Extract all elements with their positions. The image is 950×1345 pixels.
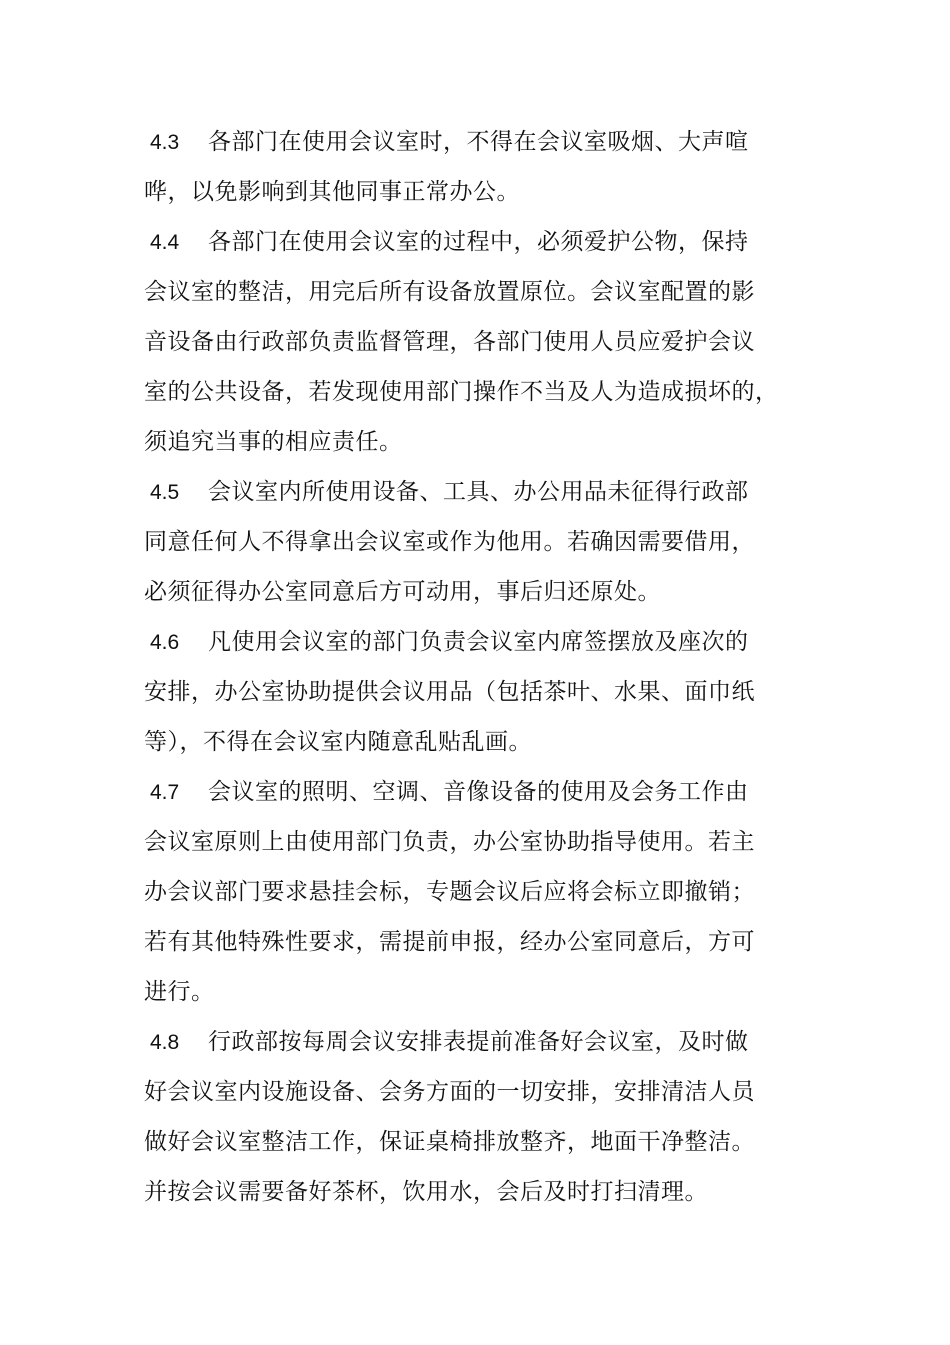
clause-text: 会议室内所使用设备、工具、办公用品未征得行政部 <box>208 479 749 505</box>
clause-text: 哗，以免影响到其他同事正常办公。 <box>144 179 520 205</box>
clause-text: 必须征得办公室同意后方可动用，事后归还原处。 <box>144 579 661 605</box>
clause-number: 4.4 <box>150 231 180 254</box>
clause-first-line <box>144 617 754 667</box>
clause-number: 4.3 <box>150 131 180 154</box>
clause-number: 4.6 <box>150 631 180 654</box>
clause-text: 各部门在使用会议室的过程中，必须爱护公物，保持 <box>208 229 749 255</box>
clause-text: 办会议部门要求悬挂会标，专题会议后应将会标立即撤销； <box>144 879 755 905</box>
clause-text: 好会议室内设施设备、会务方面的一切安排，安排清洁人员 <box>144 1079 755 1105</box>
clause-text: 室的公共设备，若发现使用部门操作不当及人为造成损坏的， <box>144 379 779 405</box>
clause-text: 音设备由行政部负责监督管理，各部门使用人员应爱护会议 <box>144 329 755 355</box>
clause-first-line <box>144 1017 754 1067</box>
clause-text: 并按会议需要备好茶杯，饮用水，会后及时打扫清理。 <box>144 1179 708 1205</box>
clause-4-4 <box>144 217 779 467</box>
clause-first-line <box>144 767 754 817</box>
clause-text: 若有其他特殊性要求，需提前申报，经办公室同意后，方可 <box>144 929 755 955</box>
clause-first-line <box>144 117 754 167</box>
clause-text: 须追究当事的相应责任。 <box>144 429 403 455</box>
clause-4-3 <box>144 117 754 217</box>
clause-text: 进行。 <box>144 979 215 1005</box>
clause-4-8 <box>144 1017 754 1217</box>
document-body <box>144 117 779 1217</box>
clause-number: 4.7 <box>150 781 180 804</box>
clause-text: 安排，办公室协助提供会议用品（包括茶叶、水果、面巾纸 <box>144 679 755 705</box>
clause-4-5 <box>144 467 754 617</box>
clause-text: 会议室的照明、空调、音像设备的使用及会务工作由 <box>208 779 749 805</box>
clause-number: 4.5 <box>150 481 180 504</box>
clause-text: 会议室的整洁，用完后所有设备放置原位。会议室配置的影 <box>144 279 755 305</box>
clause-text: 凡使用会议室的部门负责会议室内席签摆放及座次的 <box>208 629 749 655</box>
clause-first-line <box>144 467 754 517</box>
clause-4-7 <box>144 767 754 1017</box>
clause-number: 4.8 <box>150 1031 180 1054</box>
clause-text: 做好会议室整洁工作，保证桌椅排放整齐，地面干净整洁。 <box>144 1129 755 1155</box>
clause-text: 行政部按每周会议安排表提前准备好会议室，及时做 <box>208 1029 749 1055</box>
clause-4-6 <box>144 617 754 767</box>
clause-first-line <box>144 217 754 267</box>
clause-text: 等），不得在会议室内随意乱贴乱画。 <box>144 729 532 755</box>
clause-text: 同意任何人不得拿出会议室或作为他用。若确因需要借用， <box>144 529 755 555</box>
clause-text: 会议室原则上由使用部门负责，办公室协助指导使用。若主 <box>144 829 755 855</box>
clause-text: 各部门在使用会议室时，不得在会议室吸烟、大声喧 <box>208 129 749 155</box>
